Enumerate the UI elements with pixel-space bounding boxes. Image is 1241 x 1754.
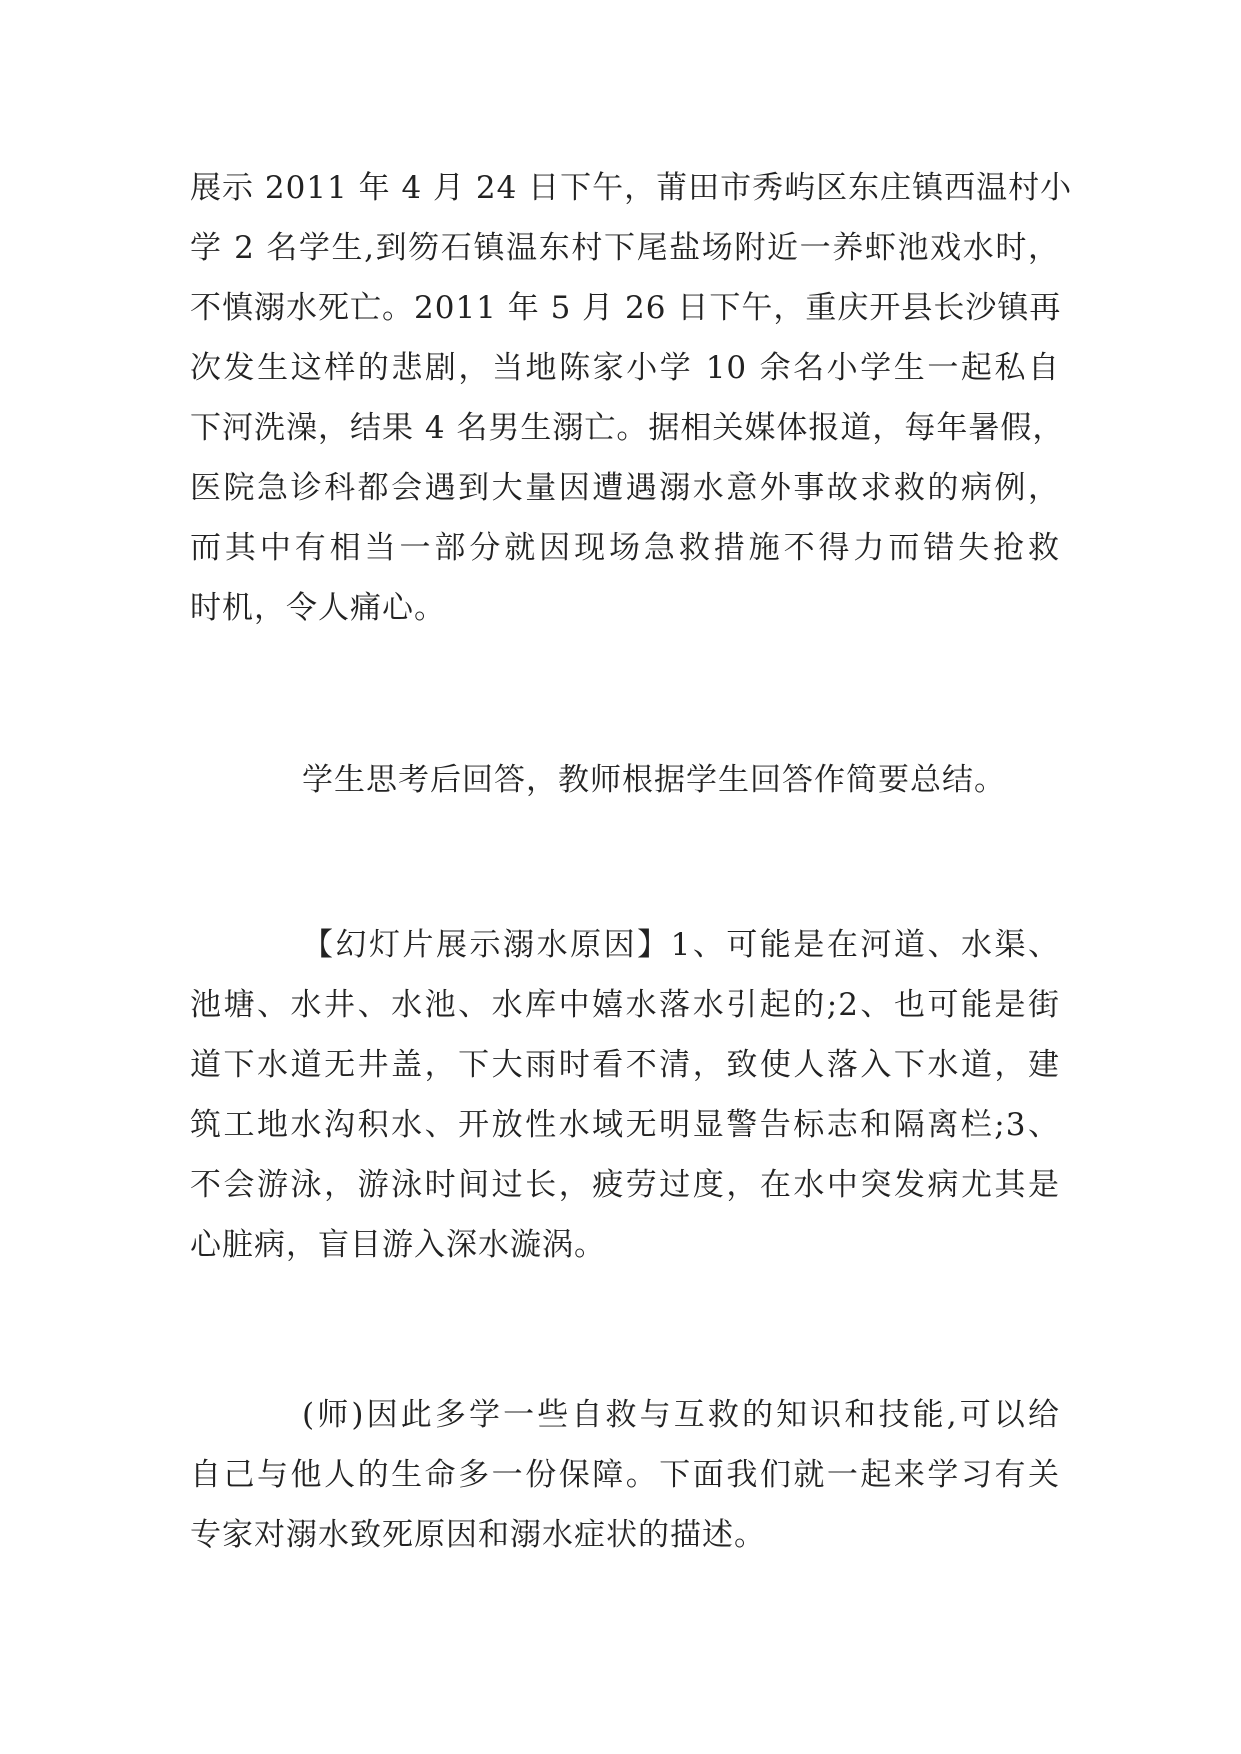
text-line: 【幻灯片展示溺水原因】1、可能是在河道、水渠、 — [302, 927, 1060, 963]
text-line: 心脏病，盲目游入深水漩涡。 — [190, 1227, 606, 1263]
text-line: 而其中有相当一部分就因现场急救措施不得力而错失抢救 — [190, 530, 1060, 566]
text-line: 专家对溺水致死原因和溺水症状的描述。 — [190, 1517, 766, 1553]
text-line: 不慎溺水死亡。2011 年 5 月 26 日下午，重庆开县长沙镇再 — [190, 290, 1062, 326]
text-line: 池塘、水井、水池、水库中嬉水落水引起的;2、也可能是街 — [190, 987, 1060, 1023]
text-line: 次发生这样的悲剧，当地陈家小学 10 余名小学生一起私自 — [190, 350, 1060, 386]
text-line: 展示 2011 年 4 月 24 日下午，莆田市秀屿区东庄镇西温村小 — [190, 170, 1073, 206]
paragraph-teacher-remarks — [190, 1385, 1060, 1565]
paragraph-student-answer — [190, 750, 1060, 810]
paragraph-drowning-incidents — [190, 158, 1073, 638]
text-line: 学生思考后回答，教师根据学生回答作简要总结。 — [302, 762, 1006, 798]
text-line: (师)因此多学一些自救与互救的知识和技能,可以给 — [302, 1397, 1060, 1433]
text-line: 下河洗澡，结果 4 名男生溺亡。据相关媒体报道，每年暑假， — [190, 410, 1065, 446]
text-line: 不会游泳，游泳时间过长，疲劳过度，在水中突发病尤其是 — [190, 1167, 1060, 1203]
text-line: 道下水道无井盖，下大雨时看不清，致使人落入下水道，建 — [190, 1047, 1060, 1083]
text-line: 医院急诊科都会遇到大量因遭遇溺水意外事故求救的病例， — [190, 470, 1060, 506]
paragraph-drowning-causes — [190, 915, 1060, 1275]
text-line: 筑工地水沟积水、开放性水域无明显警告标志和隔离栏;3、 — [190, 1107, 1060, 1143]
text-line: 学 2 名学生,到笏石镇温东村下尾盐场附近一养虾池戏水时， — [190, 230, 1060, 266]
text-line: 自己与他人的生命多一份保障。下面我们就一起来学习有关 — [190, 1457, 1060, 1493]
text-line: 时机，令人痛心。 — [190, 590, 446, 626]
